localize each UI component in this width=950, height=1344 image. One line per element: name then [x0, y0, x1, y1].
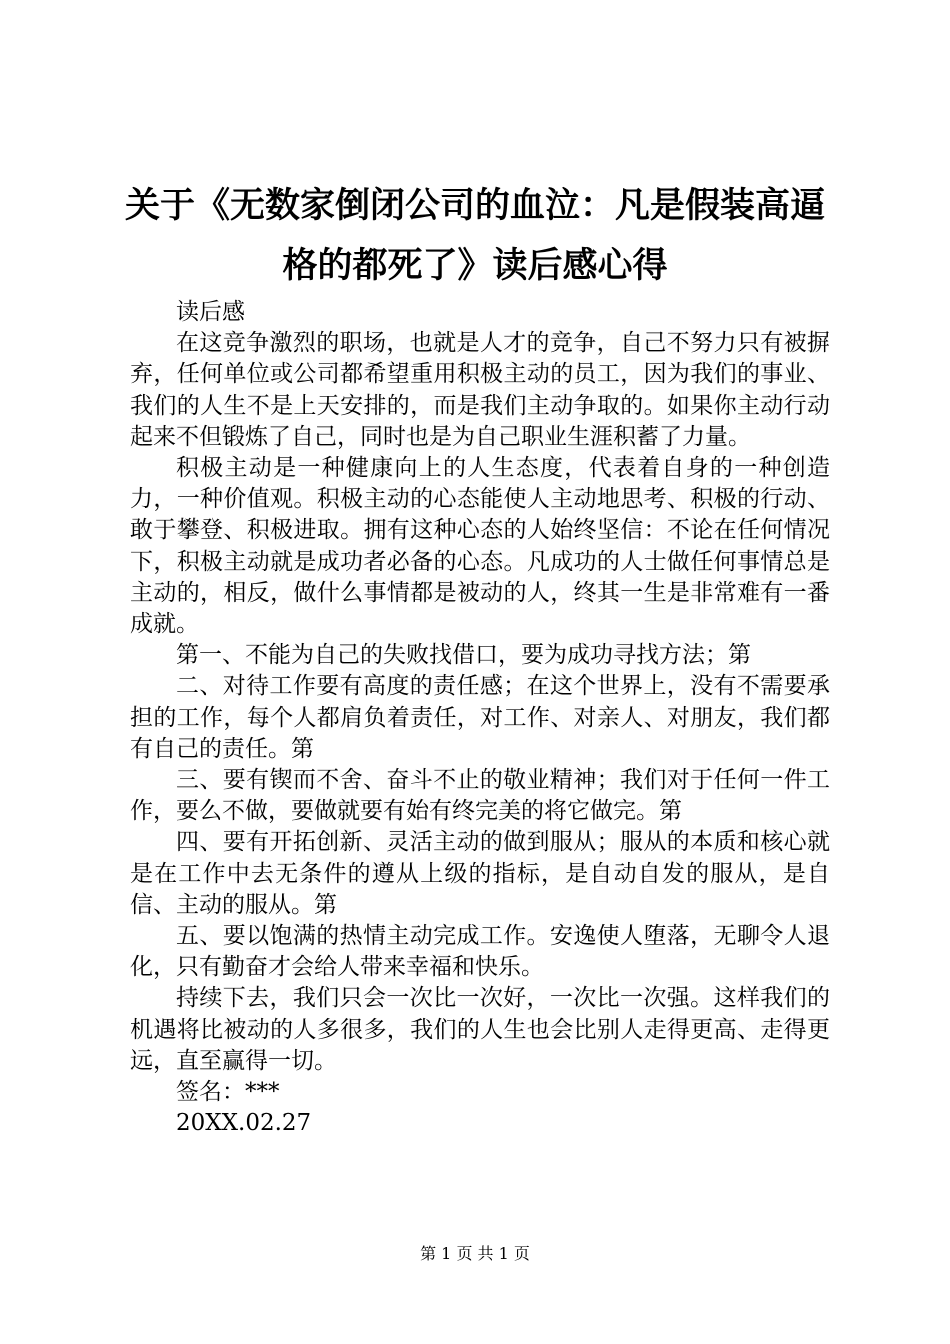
signature: 签名：***	[176, 1079, 280, 1106]
paragraph: 五、要以饱满的热情主动完成工作。安逸使人堕落，无聊令人退化，只有勤奋才会给人带来幸福和快乐。	[130, 923, 830, 981]
paragraph: 四、要有开拓创新、灵活主动的做到服从；服从的本质和核心就是在工作中去无条件的遵从上级的指标，是自动自发的服从，是自信、主动的服从。第	[130, 829, 830, 918]
section-heading: 读后感	[176, 299, 245, 325]
paragraph: 三、要有锲而不舍、奋斗不止的敬业精神；我们对于任何一件工作，要么不做，要做就要有始有终完美的将它做完。第	[130, 767, 830, 825]
paragraph: 二、对待工作要有高度的责任感；在这个世界上，没有不需要承担的工作，每个人都肩负着责任，对工作、对亲人、对朋友，我们都有自己的责任。第	[130, 673, 830, 762]
document-title: 关于《无数家倒闭公司的血泣：凡是假装高逼格的都死了》读后感心得	[124, 185, 825, 286]
document-body	[130, 297, 830, 1139]
paragraph: 第一、不能为自己的失败找借口，要为成功寻找方法；第	[176, 642, 751, 669]
date: 20XX.02.27	[176, 1110, 312, 1137]
paragraph: 积极主动是一种健康向上的人生态度，代表着自身的一种创造力，一种价值观。积极主动的心态能使人主动地思考、积极的行动、敢于攀登、积极进取。拥有这种心态的人始终坚信：不论在任何情况下，积极主动就是成功者必备的心态。凡成功的人士做任何事情总是主动的，相反，做什么事情都是被动的人，终其一生是非常难有一番成就。	[130, 455, 830, 638]
page-footer: 第 1 页 共 1 页	[420, 1244, 530, 1263]
paragraph: 持续下去，我们只会一次比一次好，一次比一次强。这样我们的机遇将比被动的人多很多，我们的人生也会比别人走得更高、走得更远，直至赢得一切。	[130, 985, 830, 1074]
paragraph: 在这竞争激烈的职场，也就是人才的竞争，自己不努力只有被摒弃，任何单位或公司都希望重用积极主动的员工，因为我们的事业、我们的人生不是上天安排的，而是我们主动争取的。如果你主动行动起来不但锻炼了自己，同时也是为自己职业生涯积蓄了力量。	[130, 330, 830, 450]
